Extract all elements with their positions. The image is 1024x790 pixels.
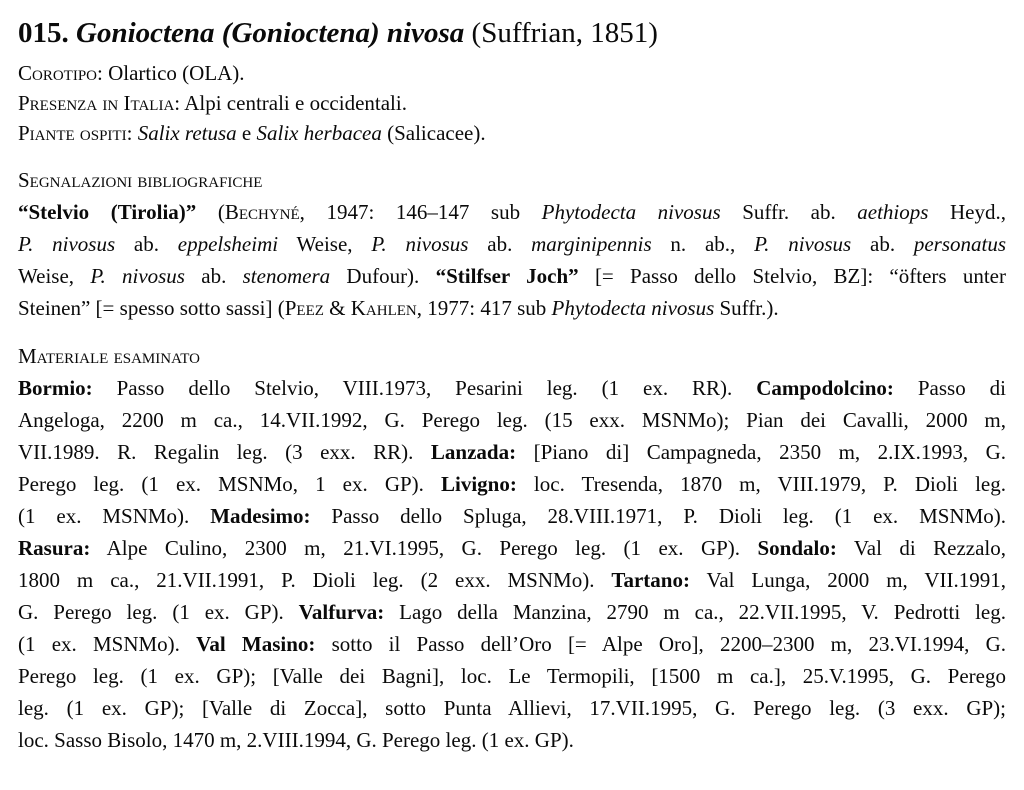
text-run: Steinen” [= spesso sotto sassi] ( (18, 296, 285, 320)
text-run: personatus (913, 232, 1007, 256)
text-run: Campodolcino: (756, 376, 894, 400)
text-run: sotto il Passo dell’Oro [= Alpe Oro], 2200–2300 m, 23.VI.1994, G. (315, 632, 1006, 656)
bibliography-section (18, 164, 1006, 324)
text-line (18, 532, 1006, 564)
text-line (18, 660, 1006, 692)
text-run: Gonioctena (Gonioctena) nivosa (76, 17, 465, 49)
text-run: Piante ospiti (18, 121, 127, 145)
text-run: VII.1989. R. Regalin leg. (3 exx. RR). (18, 440, 431, 464)
text-run: Sondalo: (757, 536, 837, 560)
text-run: 1800 m ca., 21.VII.1991, P. Dioli leg. (2 exx. MSNMo). (18, 568, 612, 592)
text-run: 015. (18, 17, 76, 49)
species-info-block (18, 58, 1006, 148)
text-run: Suffr.). (714, 296, 779, 320)
material-section-heading (18, 340, 1006, 372)
text-run: Livigno: (441, 472, 517, 496)
text-run: loc. Sasso Bisolo, 1470 m, 2.VIII.1994, G. Perego leg. (1 ex. GP). (18, 728, 574, 752)
text-run: Weise, (278, 232, 372, 256)
text-run: : (126, 121, 138, 145)
text-run: , 1947: 146–147 sub (299, 200, 542, 224)
text-run: Kahlen (350, 296, 417, 320)
text-line (18, 724, 1006, 756)
text-run: Suffr. ab. (720, 200, 858, 224)
text-run: Perego leg. (1 ex. MSNMo, 1 ex. GP). (18, 472, 441, 496)
text-run: G. Perego leg. (1 ex. GP). (18, 600, 299, 624)
text-run: ab. (468, 232, 532, 256)
text-line (18, 564, 1006, 596)
text-run: leg. (1 ex. GP); [Valle di Zocca], sotto Punta Allievi, 17.VII.1995, G. Perego leg. (3 exx. GP); (18, 696, 1006, 720)
text-line (18, 196, 1006, 228)
text-run: aethiops (857, 200, 929, 224)
text-run: (1 ex. MSNMo). (18, 632, 197, 656)
text-run: [= Passo dello Stelvio, BZ]: “öfters unter (578, 264, 1006, 288)
text-line (18, 436, 1006, 468)
text-run: P. nivosus (18, 232, 116, 256)
text-run: Passo dello Stelvio, VIII.1973, Pesarini leg. (1 ex. RR). (92, 376, 757, 400)
text-line (18, 628, 1006, 660)
text-run: stenomera (242, 264, 331, 288)
text-run: “Stilfser Joch” (435, 264, 579, 288)
text-run: : Alpi centrali e occidentali. (174, 91, 407, 115)
text-run: Madesimo: (210, 504, 311, 528)
text-run: Materiale esaminato (18, 344, 200, 368)
text-line (18, 260, 1006, 292)
text-run: Lanzada: (430, 440, 517, 464)
text-run: Tartano: (611, 568, 690, 592)
text-run: Phytodecta nivosus (541, 200, 721, 224)
text-run: Passo di (893, 376, 1006, 400)
presenza-in-italia-line (18, 88, 1006, 118)
text-line (18, 596, 1006, 628)
text-run: (Salicacee). (381, 121, 486, 145)
text-run: Val di Rezzalo, (836, 536, 1006, 560)
text-run: Weise, (18, 264, 91, 288)
text-run: Corotipo (18, 61, 98, 85)
bibliography-paragraph (18, 196, 1006, 324)
text-run: marginipennis (531, 232, 652, 256)
text-run: Passo dello Spluga, 28.VIII.1971, P. Dioli leg. (1 ex. MSNMo). (310, 504, 1006, 528)
text-run: e (236, 121, 257, 145)
text-line (18, 468, 1006, 500)
text-run: [Piano di] Campagneda, 2350 m, 2.IX.1993, G. (516, 440, 1006, 464)
text-run: loc. Tresenda, 1870 m, VIII.1979, P. Dioli leg. (516, 472, 1006, 496)
text-run: ab. (851, 232, 914, 256)
text-run: Alpe Culino, 2300 m, 21.VI.1995, G. Perego leg. (1 ex. GP). (90, 536, 758, 560)
text-run: : Olartico (OLA). (97, 61, 245, 85)
text-run: & (323, 296, 351, 320)
text-run: Val Lunga, 2000 m, VII.1991, (689, 568, 1006, 592)
material-paragraph (18, 372, 1006, 756)
corotipo-line (18, 58, 1006, 88)
text-run: ( (196, 200, 225, 224)
text-run: Segnalazioni bibliografiche (18, 168, 263, 192)
material-section (18, 340, 1006, 756)
text-run: , 1977: 417 sub (416, 296, 552, 320)
text-run: ab. (115, 232, 178, 256)
text-run: P. nivosus (371, 232, 469, 256)
text-run: (1 ex. MSNMo). (18, 504, 211, 528)
text-run: Rasura: (18, 536, 91, 560)
text-run: Phytodecta nivosus (551, 296, 715, 320)
text-run: eppelsheimi (177, 232, 279, 256)
text-run: ab. (184, 264, 243, 288)
text-run: n. ab., (651, 232, 755, 256)
text-line (18, 692, 1006, 724)
text-line (18, 404, 1006, 436)
text-run: Heyd., (928, 200, 1006, 224)
text-run: Valfurva: (298, 600, 385, 624)
bibliography-section-heading (18, 164, 1006, 196)
text-run: Bechyné (224, 200, 300, 224)
text-run: Dufour). (330, 264, 436, 288)
text-run: Perego leg. (1 ex. GP); [Valle dei Bagni], loc. Le Termopili, [1500 m ca.], 25.V.1995, G. Perego (18, 664, 1006, 688)
text-line (18, 500, 1006, 532)
piante-ospiti-line (18, 118, 1006, 148)
species-heading (18, 16, 1006, 50)
text-run: Presenza in Italia (18, 91, 175, 115)
text-run: Lago della Manzina, 2790 m ca., 22.VII.1995, V. Pedrotti leg. (384, 600, 1006, 624)
text-line (18, 372, 1006, 404)
text-run: P. nivosus (754, 232, 852, 256)
text-run: (Suffrian, 1851) (464, 17, 658, 49)
text-run: Salix retusa (137, 121, 237, 145)
text-run: Bormio: (18, 376, 93, 400)
text-run: Val Masino: (196, 632, 316, 656)
text-line (18, 292, 1006, 324)
text-run: Salix herbacea (256, 121, 382, 145)
text-run: P. nivosus (90, 264, 185, 288)
text-run: “Stelvio (Tirolia)” (18, 200, 197, 224)
text-run: Peez (284, 296, 324, 320)
text-run: Angeloga, 2200 m ca., 14.VII.1992, G. Perego leg. (15 exx. MSNMo); Pian dei Cavalli, 2000 m, (18, 408, 1006, 432)
text-line (18, 228, 1006, 260)
